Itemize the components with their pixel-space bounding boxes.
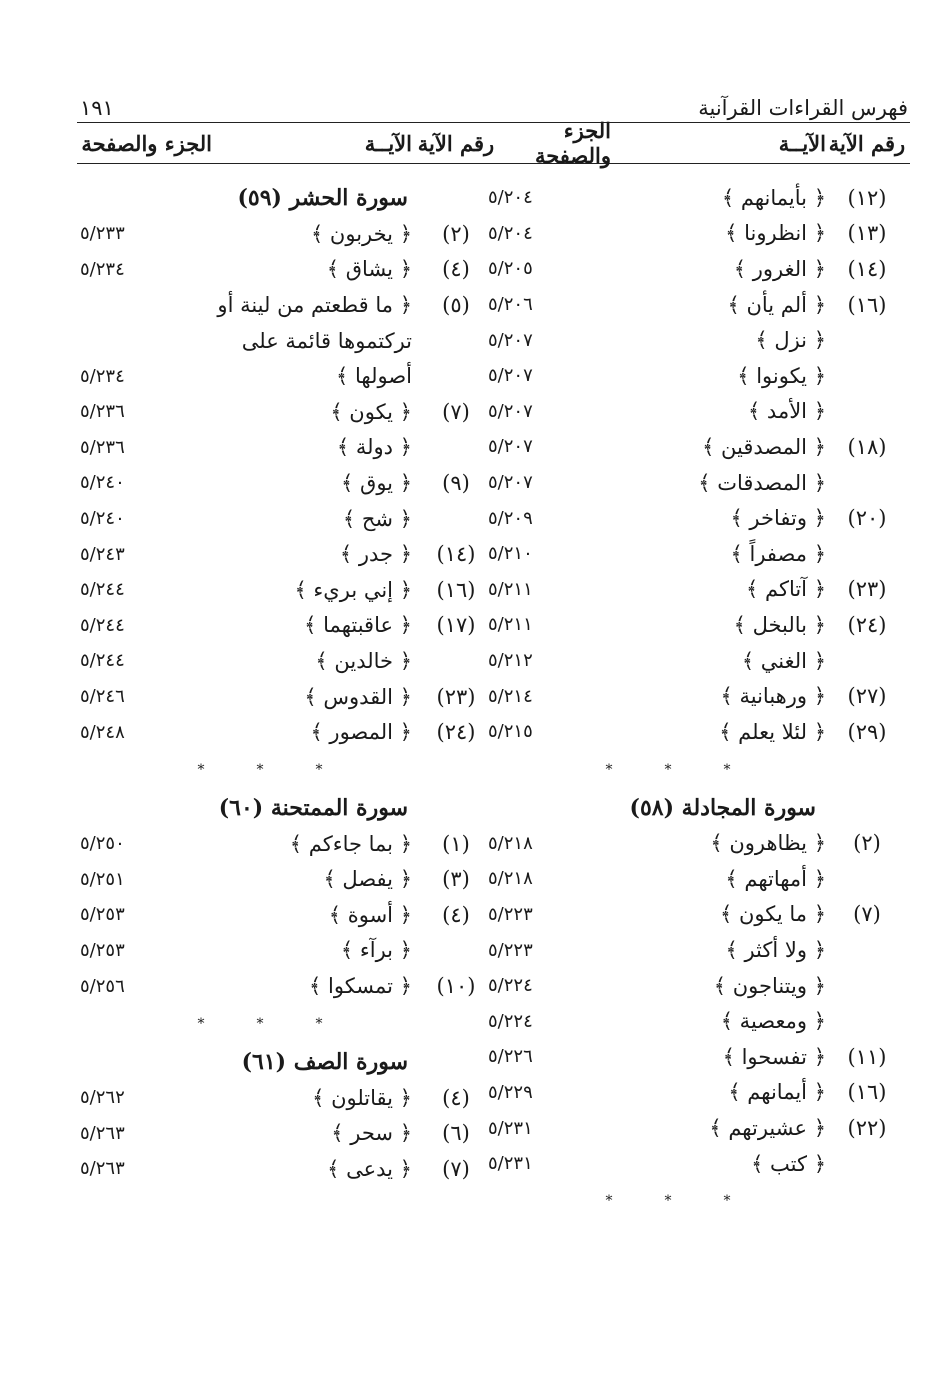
table-row xyxy=(80,465,500,501)
verse-number: (٣) xyxy=(442,867,470,892)
verse-number: (٧) xyxy=(442,1156,470,1181)
verse-text: ﴿ انظرونا ﴾ xyxy=(725,221,826,246)
verse-number: (١٦) xyxy=(436,577,476,602)
verse-text: ﴿ جدر ﴾ xyxy=(339,542,412,567)
verse-text: أصولها ﴾ xyxy=(336,364,412,389)
table-row xyxy=(80,714,500,750)
right-body xyxy=(488,180,908,1221)
volume-page: ٥/٢٤٠ xyxy=(80,472,125,494)
table-row xyxy=(488,861,908,897)
volume-page: ٥/٢٥١ xyxy=(80,868,125,890)
star: * xyxy=(605,1193,613,1210)
volume-page: ٥/٢٦٣ xyxy=(80,1122,125,1144)
volume-page: ٥/٢١٢ xyxy=(488,650,533,672)
verse-text: ﴿ آتاكم ﴾ xyxy=(745,577,826,602)
verse-number: (١١) xyxy=(847,1044,887,1069)
header-volume-page: الجزء والصفحة xyxy=(534,118,611,168)
volume-page: ٥/٢٢٤ xyxy=(488,975,533,997)
volume-page: ٥/٢٢٣ xyxy=(488,903,533,925)
verse-number: (١٠) xyxy=(436,974,476,999)
header-verse-number: رقم الآية xyxy=(828,130,906,156)
table-row xyxy=(488,897,908,933)
verse-text: ﴿ الأمد ﴾ xyxy=(747,399,826,424)
verse-number: (٢٤) xyxy=(436,720,476,745)
volume-page: ٥/٢٤٤ xyxy=(80,650,125,672)
verse-number: (٤) xyxy=(442,902,470,927)
table-row xyxy=(488,322,908,358)
verse-text: ﴿ يظاهرون ﴾ xyxy=(710,831,826,856)
table-row xyxy=(488,678,908,714)
column-header xyxy=(488,118,908,168)
volume-page: ٥/٢٤٤ xyxy=(80,614,125,636)
table-row xyxy=(488,1146,908,1182)
verse-number: (٢) xyxy=(442,221,470,246)
verse-text: ﴿ يوق ﴾ xyxy=(341,470,412,495)
volume-page: ٥/٢٠٤ xyxy=(488,222,533,244)
verse-text: ﴿ بما جاءكم ﴾ xyxy=(289,831,412,856)
volume-page: ٥/٢٥٣ xyxy=(80,904,125,926)
verse-number: (٢٤) xyxy=(847,612,887,637)
verse-text: ﴿ مصفراً ﴾ xyxy=(730,541,826,566)
page-number: ١٩١ xyxy=(80,96,114,120)
table-row xyxy=(488,932,908,968)
verse-number: (١٤) xyxy=(847,256,887,281)
volume-page: ٥/٢٢٦ xyxy=(488,1046,533,1068)
verse-number: (١٦) xyxy=(847,1080,887,1105)
verse-number: (١٢) xyxy=(847,185,887,210)
table-row xyxy=(488,643,908,679)
volume-page: ٥/٢٢٩ xyxy=(488,1081,533,1103)
volume-page: ٥/٢١٨ xyxy=(488,832,533,854)
table-row xyxy=(488,1075,908,1111)
table-row xyxy=(80,572,500,608)
surah-title-59: سورة الحشر (٥٩) xyxy=(237,185,408,211)
table-row xyxy=(80,252,500,288)
table-row xyxy=(488,1003,908,1039)
star: * xyxy=(664,1193,672,1210)
volume-page: ٥/٢٢٣ xyxy=(488,939,533,961)
verse-number: (١٧) xyxy=(436,613,476,638)
verse-number: (٤) xyxy=(442,257,470,282)
verse-number: (٢٧) xyxy=(847,684,887,709)
verse-number: (٦) xyxy=(442,1121,470,1146)
verse-text: تركتموها قائمة على xyxy=(241,328,412,353)
verse-text: ﴿ أيمانهم ﴾ xyxy=(728,1080,826,1105)
star: * xyxy=(723,1193,731,1210)
separator-stars xyxy=(80,1004,500,1044)
surah-title-60: سورة الممتحنة (٦٠) xyxy=(218,794,408,821)
table-row xyxy=(80,358,500,394)
volume-page: ٥/٢١١ xyxy=(488,614,533,636)
continued-rows xyxy=(488,180,908,750)
volume-page: ٥/٢٣٦ xyxy=(80,436,125,458)
verse-text: ﴿ خالدين ﴾ xyxy=(315,648,412,673)
table-row xyxy=(80,608,500,644)
verse-text: ﴿ كتب ﴾ xyxy=(751,1151,826,1176)
separator-stars xyxy=(488,750,908,790)
volume-page: ٥/٢٤٠ xyxy=(80,508,125,530)
verse-text: ﴿ ولا أكثر ﴾ xyxy=(725,938,826,963)
table-row xyxy=(80,323,500,359)
volume-page: ٥/٢٠٧ xyxy=(488,472,533,494)
table-row xyxy=(488,572,908,608)
volume-page: ٥/٢٥٠ xyxy=(80,833,125,855)
verse-text: ﴿ ويتناجون ﴾ xyxy=(713,973,826,998)
verse-text: ﴿ لئلا يعلم ﴾ xyxy=(719,719,826,744)
star: * xyxy=(256,761,264,778)
volume-page: ٥/٢٤٦ xyxy=(80,686,125,708)
header-verse-number: رقم الآية xyxy=(417,130,495,156)
header-verse: الآيــة xyxy=(364,130,412,156)
surah-61-rows xyxy=(80,1080,500,1187)
verse-text: ﴿ نزل ﴾ xyxy=(755,328,826,353)
verse-text: ﴿ شح ﴾ xyxy=(342,506,412,531)
table-row xyxy=(80,501,500,537)
verse-number: (٤) xyxy=(442,1085,470,1110)
verse-number: (٢) xyxy=(853,831,881,856)
surah-60-rows xyxy=(80,826,500,1004)
verse-text: ﴿ عشيرتهم ﴾ xyxy=(709,1116,826,1141)
table-row xyxy=(80,430,500,466)
table-row xyxy=(80,897,500,933)
volume-page: ٥/٢٠٩ xyxy=(488,507,533,529)
surah-title-58: سورة المجادلة (٥٨) xyxy=(629,794,816,821)
table-row xyxy=(80,287,500,323)
star: * xyxy=(256,1015,264,1032)
verse-number: (١٣) xyxy=(847,221,887,246)
separator-stars xyxy=(80,750,500,790)
verse-text: ﴿ يقاتلون ﴾ xyxy=(312,1085,412,1110)
volume-page: ٥/٢١٨ xyxy=(488,868,533,890)
header-volume-page: الجزء والصفحة xyxy=(81,130,212,156)
verse-text: ﴿ ألم يأن ﴾ xyxy=(727,292,826,317)
verse-text: ﴿ المصدقين ﴾ xyxy=(702,434,826,459)
verse-text: ﴿ يكون ﴾ xyxy=(330,399,412,424)
left-body xyxy=(80,180,500,1187)
volume-page: ٥/٢٣١ xyxy=(488,1117,533,1139)
verse-text: ﴿ برآء ﴾ xyxy=(340,938,412,963)
table-row xyxy=(488,251,908,287)
star: * xyxy=(315,1015,323,1032)
verse-number: (٧) xyxy=(853,902,881,927)
table-row xyxy=(80,1115,500,1151)
volume-page: ٥/٢٣٤ xyxy=(80,365,125,387)
surah-59-rows xyxy=(80,216,500,750)
table-row xyxy=(488,180,908,216)
volume-page: ٥/٢٠٧ xyxy=(488,365,533,387)
table-row xyxy=(488,216,908,252)
verse-text: ﴿ ورهبانية ﴾ xyxy=(720,684,826,709)
volume-page: ٥/٢٤٨ xyxy=(80,721,125,743)
verse-text: ﴿ تمسكوا ﴾ xyxy=(309,974,412,999)
table-row xyxy=(80,679,500,715)
star: * xyxy=(605,761,613,778)
verse-number: (٧) xyxy=(442,399,470,424)
verse-text: ﴿ أسوة ﴾ xyxy=(328,902,412,927)
volume-page: ٥/٢٠٥ xyxy=(488,258,533,280)
verse-text: ﴿ الغرور ﴾ xyxy=(733,256,826,281)
verse-number: (٢٣) xyxy=(436,684,476,709)
table-row xyxy=(80,536,500,572)
volume-page: ٥/٢٣٤ xyxy=(80,258,125,280)
verse-text: ﴿ بأيمانهم ﴾ xyxy=(721,185,826,210)
table-row xyxy=(80,968,500,1004)
running-head-title: فهرس القراءات القرآنية xyxy=(698,96,908,120)
star: * xyxy=(197,1015,205,1032)
volume-page: ٥/٢١٥ xyxy=(488,721,533,743)
volume-page: ٥/٢٤٤ xyxy=(80,579,125,601)
verse-text: ﴿ إني بريء ﴾ xyxy=(294,577,412,602)
verse-text: ﴿ يخربون ﴾ xyxy=(310,221,412,246)
verse-text: ﴿ ومعصية ﴾ xyxy=(720,1009,826,1034)
verse-text: ﴿ المصور ﴾ xyxy=(310,720,412,745)
volume-page: ٥/٢١١ xyxy=(488,578,533,600)
verse-text: ﴿ يشاق ﴾ xyxy=(326,257,412,282)
table-row xyxy=(80,933,500,969)
volume-page: ٥/٢٢٤ xyxy=(488,1010,533,1032)
table-row xyxy=(488,1110,908,1146)
volume-page: ٥/٢٣٣ xyxy=(80,223,125,245)
separator-stars xyxy=(488,1181,908,1221)
verse-text: ﴿ يفصل ﴾ xyxy=(323,867,412,892)
verse-text: ﴿ المصدقات ﴾ xyxy=(698,470,826,495)
table-row xyxy=(80,216,500,252)
table-row xyxy=(488,500,908,536)
column-header xyxy=(80,124,500,162)
table-row xyxy=(488,394,908,430)
star: * xyxy=(664,761,672,778)
verse-text: ﴿ سحر ﴾ xyxy=(331,1121,412,1146)
verse-number: (٩) xyxy=(442,470,470,495)
table-row xyxy=(488,358,908,394)
verse-text: ﴿ ما قطعتم من لينة أو xyxy=(217,292,412,317)
star: * xyxy=(723,761,731,778)
volume-page: ٥/٢٦٢ xyxy=(80,1087,125,1109)
table-row xyxy=(488,536,908,572)
table-row xyxy=(488,1039,908,1075)
verse-number: (١٨) xyxy=(847,434,887,459)
volume-page: ٥/٢٠٧ xyxy=(488,436,533,458)
verse-text: ﴿ تفسحوا ﴾ xyxy=(722,1044,826,1069)
table-row xyxy=(488,826,908,862)
table-row xyxy=(80,643,500,679)
star: * xyxy=(197,761,205,778)
star: * xyxy=(315,761,323,778)
table-row xyxy=(80,394,500,430)
volume-page: ٥/٢٦٣ xyxy=(80,1158,125,1180)
verse-number: (١٦) xyxy=(847,292,887,317)
table-row xyxy=(488,429,908,465)
verse-text: ﴿ يدعى ﴾ xyxy=(327,1156,412,1181)
table-row xyxy=(488,714,908,750)
volume-page: ٥/٢١٠ xyxy=(488,543,533,565)
volume-page: ٥/٢٣١ xyxy=(488,1153,533,1175)
volume-page: ٥/٢٠٧ xyxy=(488,329,533,351)
verse-number: (٢٢) xyxy=(847,1116,887,1141)
verse-number: (٥) xyxy=(442,292,470,317)
table-row xyxy=(80,1151,500,1187)
verse-text: ﴿ أمهاتهم ﴾ xyxy=(725,866,826,891)
surah-58-rows xyxy=(488,826,908,1182)
verse-number: (٢٣) xyxy=(847,577,887,602)
verse-text: ﴿ بالبخل ﴾ xyxy=(733,612,826,637)
volume-page: ٥/٢٤٣ xyxy=(80,543,125,565)
left-column xyxy=(80,124,500,1187)
verse-text: ﴿ الغني ﴾ xyxy=(741,648,826,673)
table-row xyxy=(488,607,908,643)
verse-number: (١٤) xyxy=(436,542,476,567)
volume-page: ٥/٢١٤ xyxy=(488,685,533,707)
verse-text: ﴿ يكونوا ﴾ xyxy=(737,363,826,388)
verse-number: (١) xyxy=(442,831,470,856)
surah-title-61: سورة الصف (٦١) xyxy=(241,1048,408,1075)
running-head xyxy=(80,88,908,120)
volume-page: ٥/٢٥٦ xyxy=(80,975,125,997)
volume-page: ٥/٢٥٣ xyxy=(80,939,125,961)
volume-page: ٥/٢٠٦ xyxy=(488,294,533,316)
header-verse: الآيــة xyxy=(778,130,826,156)
table-row xyxy=(80,862,500,898)
table-row xyxy=(488,465,908,501)
table-row xyxy=(80,826,500,862)
verse-number: (٢٩) xyxy=(847,719,887,744)
verse-text: ﴿ وتفاخر ﴾ xyxy=(730,506,826,531)
table-row xyxy=(488,287,908,323)
verse-number: (٢٠) xyxy=(847,506,887,531)
verse-text: ﴿ دولة ﴾ xyxy=(336,435,412,460)
verse-text: ﴿ ما يكون ﴾ xyxy=(720,902,826,927)
table-row xyxy=(488,968,908,1004)
volume-page: ٥/٢٣٦ xyxy=(80,401,125,423)
verse-text: ﴿ القدوس ﴾ xyxy=(304,684,412,709)
table-row xyxy=(80,1080,500,1116)
volume-page: ٥/٢٠٤ xyxy=(488,187,533,209)
volume-page: ٥/٢٠٧ xyxy=(488,400,533,422)
right-column xyxy=(488,118,908,1221)
verse-text: ﴿ عاقبتهما ﴾ xyxy=(304,613,412,638)
